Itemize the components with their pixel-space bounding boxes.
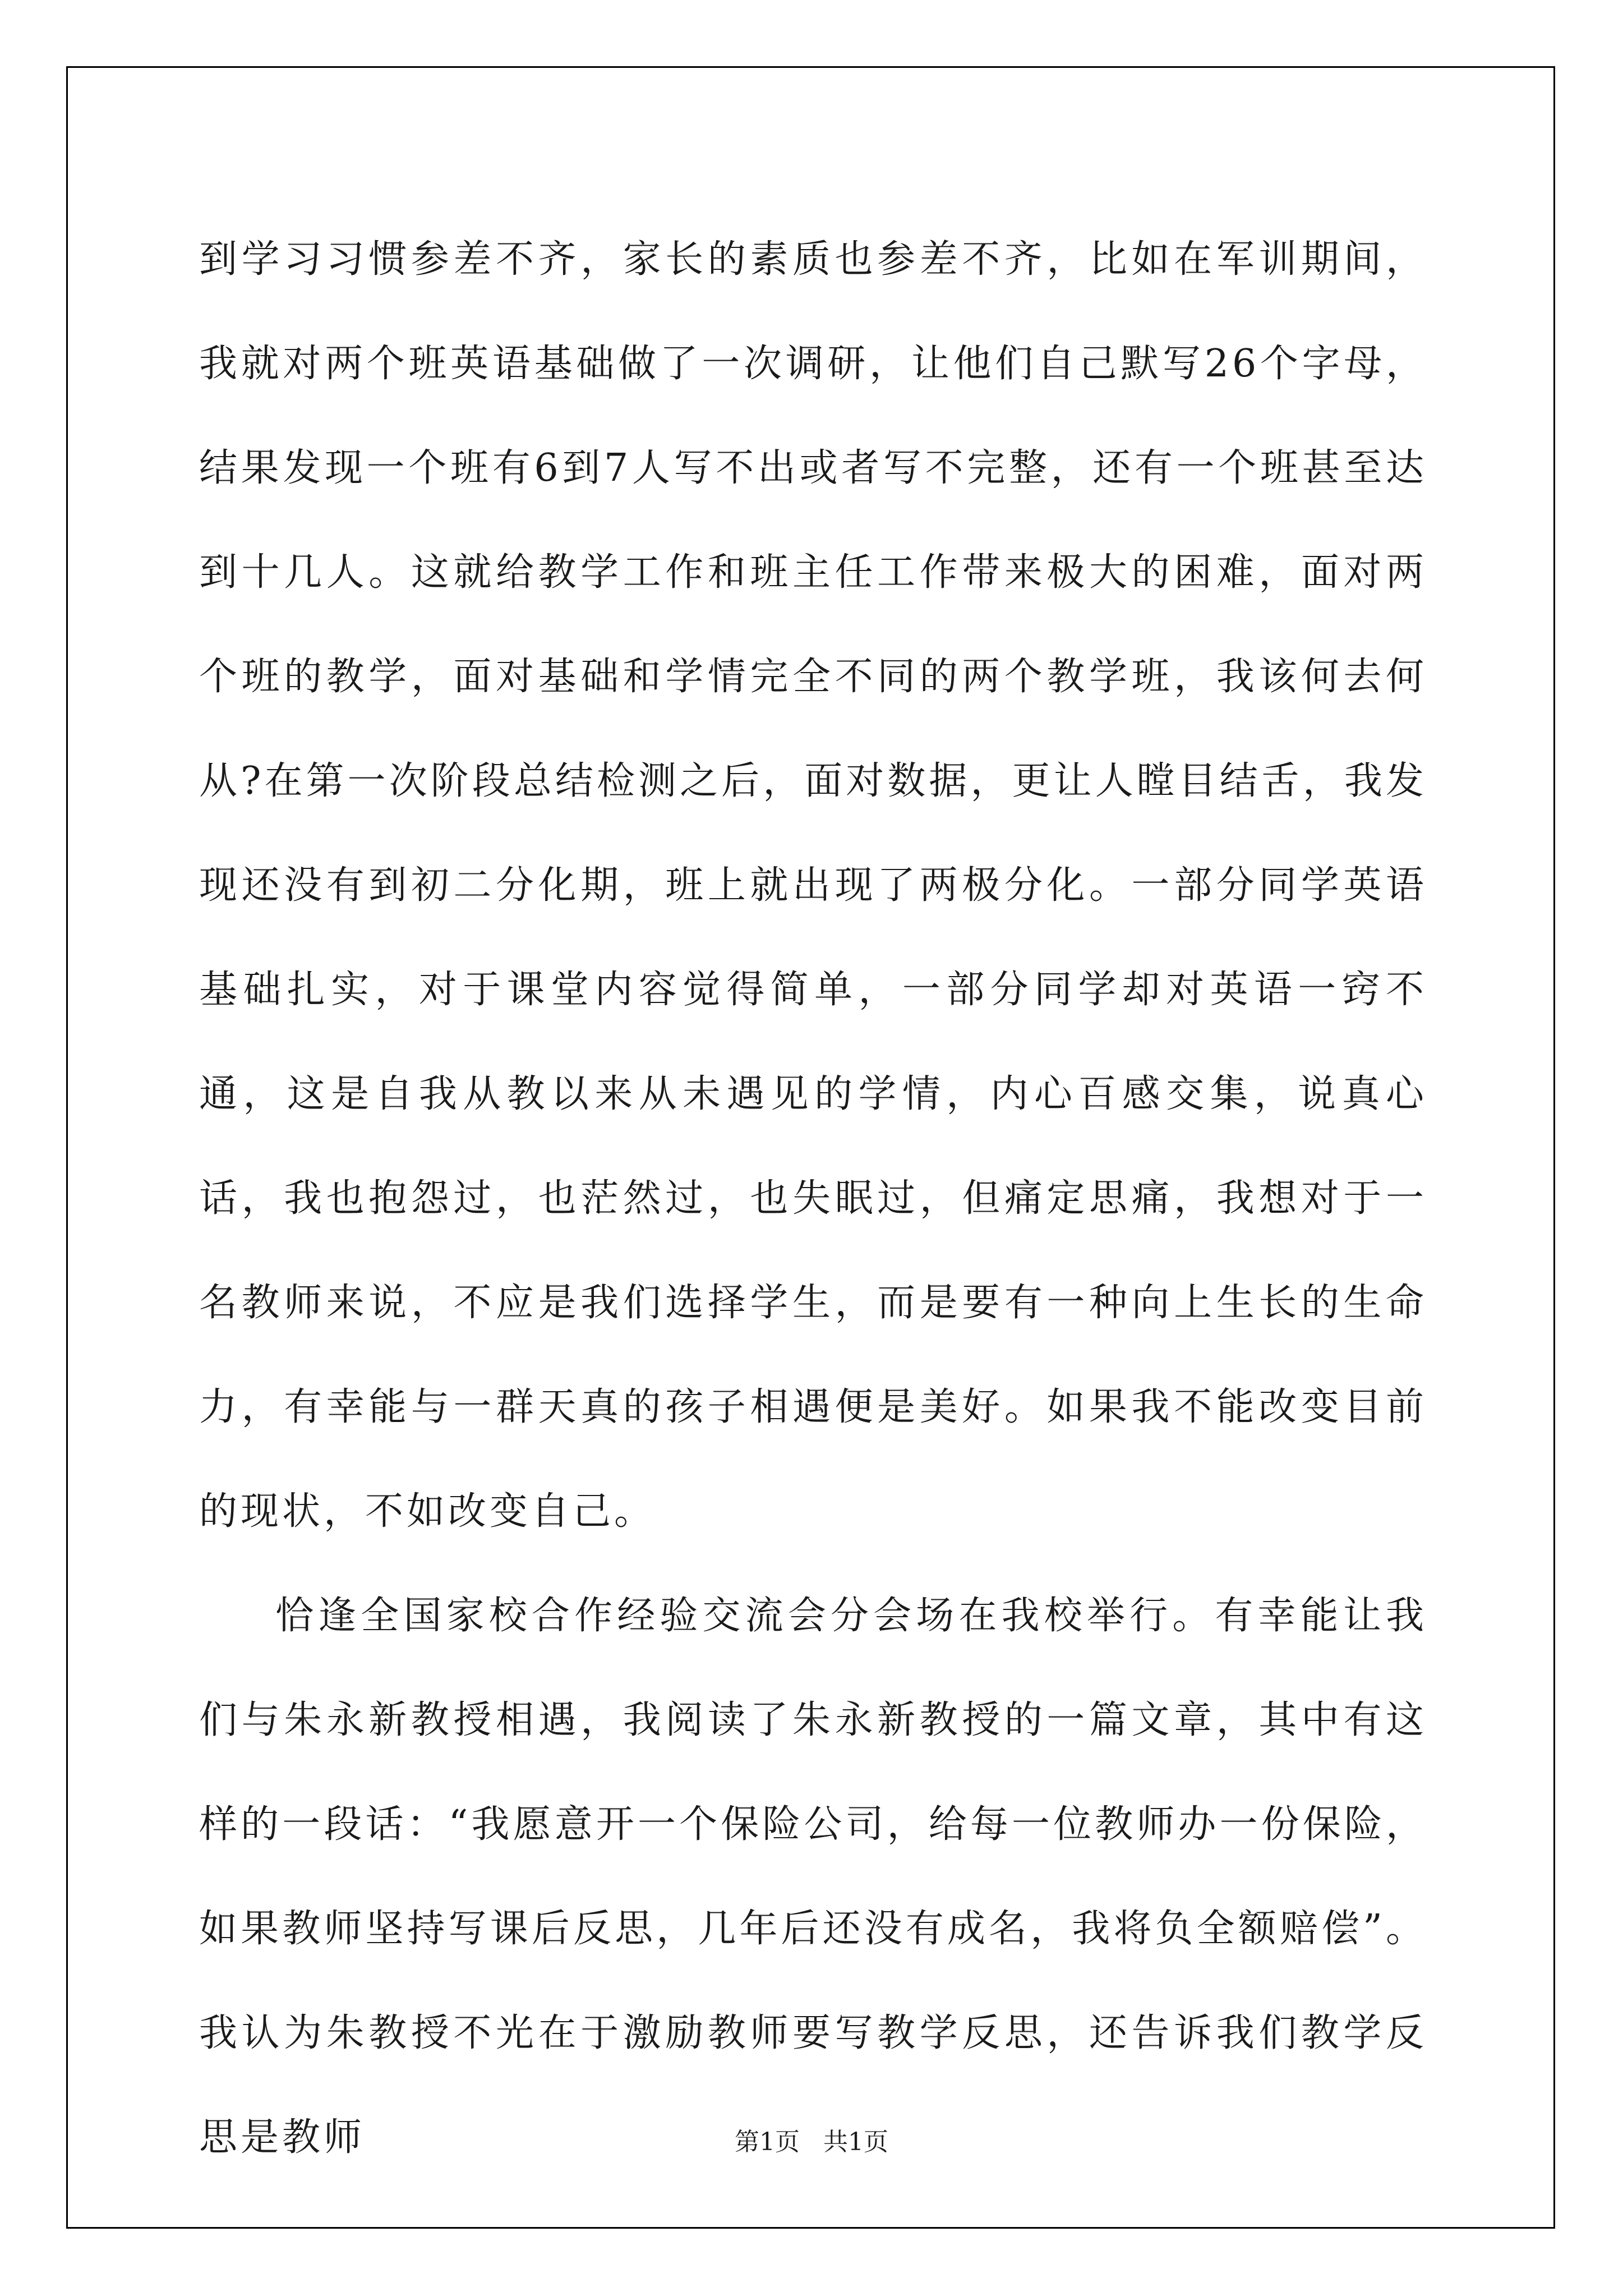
page-footer: 第1页 共1页 <box>735 2128 888 2156</box>
document-body <box>199 208 1427 2190</box>
paragraph-2: 恰逢全国家校合作经验交流会分会场在我校举行。有幸能让我们与朱永新教授相遇，我阅读了朱永新教授的一篇文章，其中有这样的一段话：“我愿意开一个保险公司，给每一位教师办一份保险，如果教师坚持写课后反思，几年后还没有成名，我将负全额赔偿”。我认为朱教授不光在于激励教师要写教学反思，还告诉我们教学反思是教师 <box>199 1594 1427 2160</box>
paragraph-1: 到学习习惯参差不齐，家长的素质也参差不齐，比如在军训期间，我就对两个班英语基础做了一次调研，让他们自己默写26个字母，结果发现一个班有6到7人写不出或者写不完整，还有一个班甚至达到十几人。这就给教学工作和班主任工作带来极大的困难，面对两个班的教学，面对基础和学情完全不同的两个教学班，我该何去何从?在第一次阶段总结检测之后，面对数据，更让人瞠目结舌，我发现还没有到初二分化期，班上就出现了两极分化。一部分同学英语基础扎实，对于课堂内容觉得简单，一部分同学却对英语一窍不通，这是自我从教以来从未遇见的学情，内心百感交集，说真心话，我也抱怨过，也茫然过，也失眠过，但痛定思痛，我想对于一名教师来说，不应是我们选择学生，而是要有一种向上生长的生命力，有幸能与一群天真的孩子相遇便是美好。如果我不能改变目前的现状，不如改变自己。 <box>199 237 1427 1534</box>
